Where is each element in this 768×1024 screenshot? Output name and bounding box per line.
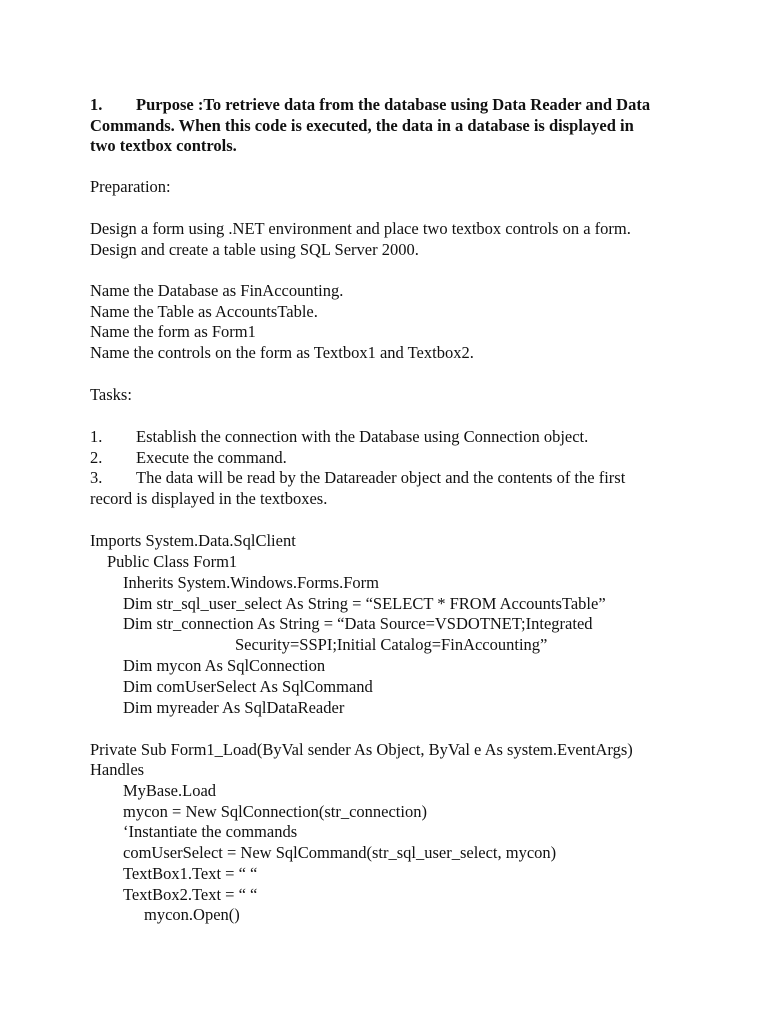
task-item-3-continuation: record is displayed in the textboxes. (90, 489, 328, 508)
code-line: Imports System.Data.SqlClient (90, 531, 296, 550)
task-text: Execute the command. (136, 448, 287, 467)
preparation-name-form: Name the form as Form1 (90, 322, 256, 341)
task-text: The data will be read by the Datareader object and the contents of the first (136, 468, 626, 487)
task-item-3 (90, 468, 625, 488)
preparation-heading: Preparation: (90, 177, 171, 196)
code-line: TextBox1.Text = “ “ (123, 864, 258, 883)
preparation-design-line-1: Design a form using .NET environment and place two textbox controls on a form. (90, 219, 631, 238)
code-line: Handles (90, 760, 145, 779)
code-line: Dim mycon As SqlConnection (123, 656, 326, 675)
task-number: 1. (90, 427, 103, 446)
code-line: mycon = New SqlConnection(str_connection) (123, 802, 427, 821)
preparation-name-database: Name the Database as FinAccounting. (90, 281, 344, 300)
purpose-line-3: two textbox controls. (90, 136, 237, 155)
preparation-name-table: Name the Table as AccountsTable. (90, 302, 318, 321)
task-item-1 (90, 427, 588, 447)
preparation-design-line-2: Design and create a table using SQL Server 2000. (90, 240, 419, 259)
code-line: Dim str_sql_user_select As String = “SELECT * FROM AccountsTable” (123, 594, 606, 613)
purpose-line-2: Commands. When this code is executed, the data in a database is displayed in (90, 116, 634, 135)
code-line: Public Class Form1 (107, 552, 238, 571)
code-line: MyBase.Load (123, 781, 217, 800)
task-item-2 (90, 448, 287, 468)
purpose-line-1 (90, 95, 650, 115)
code-line: ‘Instantiate the commands (123, 822, 298, 841)
code-line: Dim myreader As SqlDataReader (123, 698, 345, 717)
code-line: TextBox2.Text = “ “ (123, 885, 258, 904)
code-line: Dim str_connection As String = “Data Source=VSDOTNET;Integrated (123, 614, 593, 633)
purpose-text-1: Purpose :To retrieve data from the database using Data Reader and Data (136, 95, 651, 114)
code-line: Security=SSPI;Initial Catalog=FinAccounting” (235, 635, 548, 654)
tasks-heading: Tasks: (90, 385, 132, 404)
purpose-number: 1. (90, 95, 103, 114)
task-text: Establish the connection with the Database using Connection object. (136, 427, 589, 446)
task-number: 2. (90, 448, 103, 467)
code-line: comUserSelect = New SqlCommand(str_sql_user_select, mycon) (123, 843, 557, 862)
code-line: Inherits System.Windows.Forms.Form (123, 573, 380, 592)
code-line: Dim comUserSelect As SqlCommand (123, 677, 373, 696)
task-number: 3. (90, 468, 103, 487)
preparation-name-controls: Name the controls on the form as Textbox1 and Textbox2. (90, 343, 474, 362)
code-line: Private Sub Form1_Load(ByVal sender As Object, ByVal e As system.EventArgs) (90, 740, 633, 759)
code-line: mycon.Open() (144, 905, 240, 924)
